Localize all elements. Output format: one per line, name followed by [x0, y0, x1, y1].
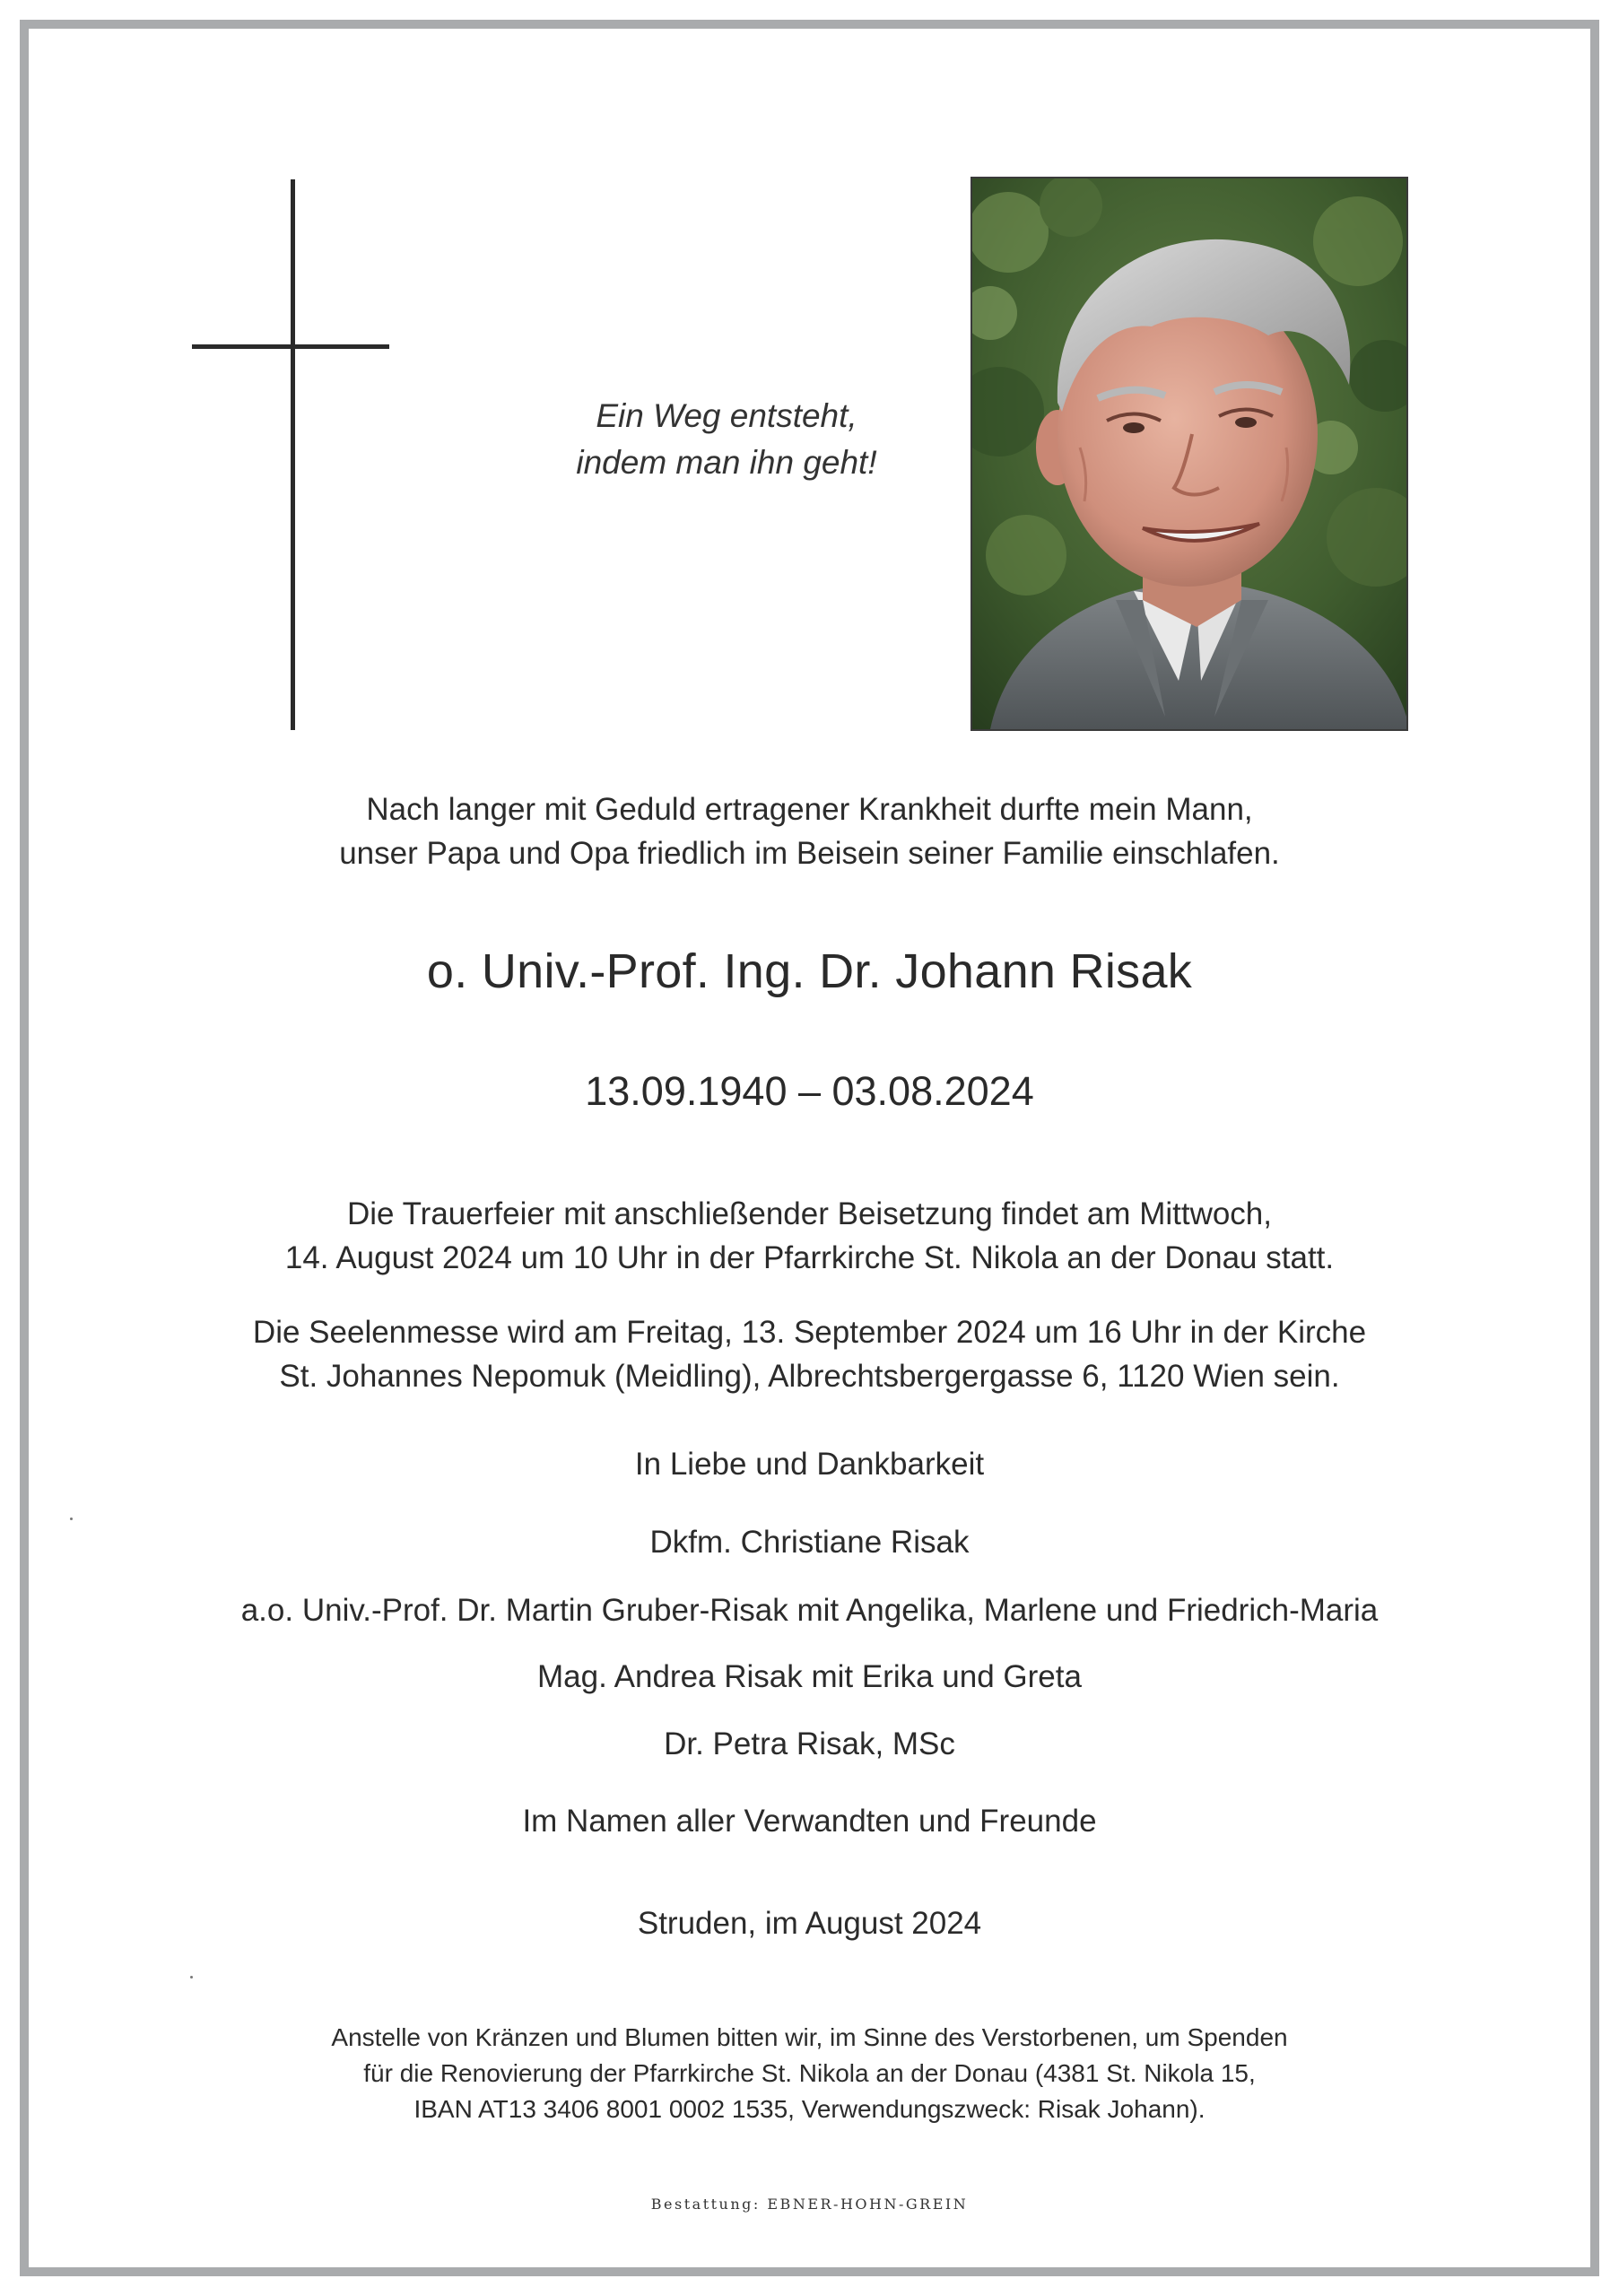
- quote: [502, 393, 951, 486]
- mourner-name: Dkfm. Christiane Risak: [649, 1525, 970, 1560]
- place-date: Struden, im August 2024: [637, 1906, 982, 1941]
- scan-speck: [190, 1976, 193, 1979]
- intro-line: Nach langer mit Geduld ertragener Krankheit durfte mein Mann,: [366, 792, 1253, 827]
- quote-line: indem man ihn geht!: [576, 444, 877, 481]
- donation-line: IBAN AT13 3406 8001 0002 1535, Verwendungszweck: Risak Johann).: [413, 2095, 1206, 2123]
- funeral-line: 14. August 2024 um 10 Uhr in der Pfarrkirche St. Nikola an der Donau statt.: [284, 1240, 1335, 1275]
- requiem-mass-info: [0, 1310, 1619, 1398]
- deceased-name: o. Univ.-Prof. Ing. Dr. Johann Risak: [426, 944, 1193, 998]
- portrait-photo: [971, 177, 1408, 731]
- mourner-name: a.o. Univ.-Prof. Dr. Martin Gruber-Risak mit Angelika, Marlene und Friedrich-Maria: [240, 1593, 1379, 1628]
- cross-vertical-bar: [291, 179, 295, 730]
- quote-line: Ein Weg entsteht,: [596, 397, 857, 434]
- mourner-name: Mag. Andrea Risak mit Erika und Greta: [537, 1659, 1082, 1694]
- funeral-line: Die Trauerfeier mit anschließender Beisetzung findet am Mittwoch,: [346, 1196, 1272, 1231]
- mourner-name: Dr. Petra Risak, MSc: [664, 1726, 955, 1761]
- donation-line: für die Renovierung der Pfarrkirche St. Nikola an der Donau (4381 St. Nikola 15,: [363, 2059, 1256, 2087]
- intro-text: [0, 787, 1619, 875]
- donation-line: Anstelle von Kränzen und Blumen bitten wir, im Sinne des Verstorbenen, um Spenden: [331, 2023, 1288, 2051]
- portrait-illustration: [972, 178, 1406, 729]
- donation-notice: [0, 2020, 1619, 2127]
- scan-speck: [70, 1518, 73, 1520]
- undertaker-credit: Bestattung: EBNER-HOHN-GREIN: [650, 2196, 969, 2213]
- requiem-mass-line: Die Seelenmesse wird am Freitag, 13. September 2024 um 16 Uhr in der Kirche: [252, 1315, 1367, 1350]
- cross-horizontal-bar: [192, 344, 389, 349]
- requiem-mass-line: St. Johannes Nepomuk (Meidling), Albrechtsbergergasse 6, 1120 Wien sein.: [279, 1359, 1340, 1394]
- relatives-line: Im Namen aller Verwandten und Freunde: [522, 1804, 1097, 1839]
- funeral-info: [0, 1192, 1619, 1280]
- life-dates: 13.09.1940 – 03.08.2024: [585, 1068, 1034, 1114]
- intro-line: unser Papa und Opa friedlich im Beisein seiner Familie einschlafen.: [339, 836, 1280, 871]
- thanks-line: In Liebe und Dankbarkeit: [634, 1447, 985, 1482]
